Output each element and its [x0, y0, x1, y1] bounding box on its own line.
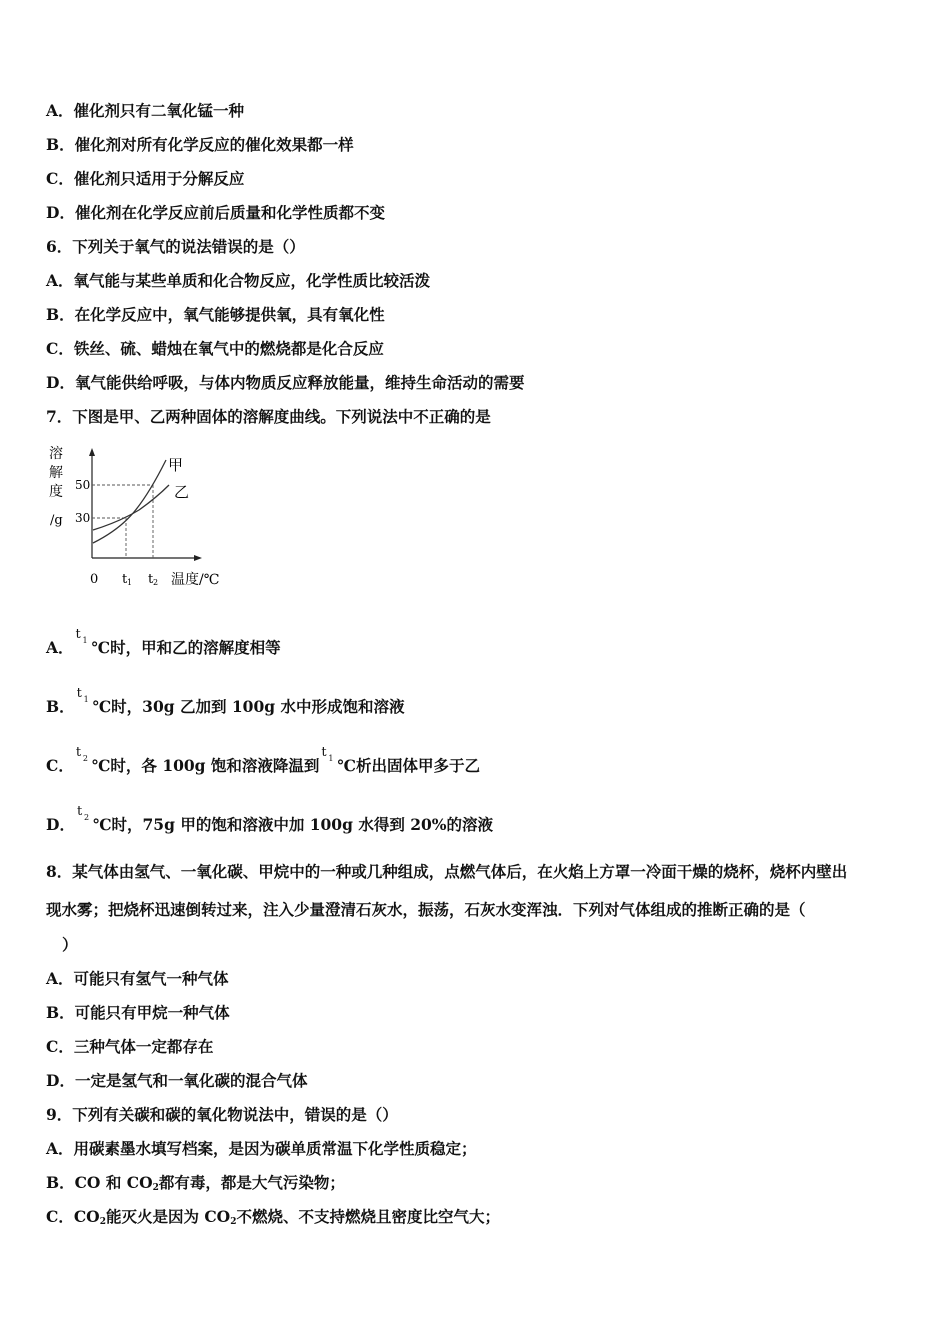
q9-b-sub: 2	[152, 1183, 159, 1193]
q9-option-a: A．用碳素墨水填写档案，是因为碳单质常温下化学性质稳定；	[46, 1139, 477, 1158]
q8-option-a: A．可能只有氢气一种气体	[46, 969, 229, 988]
graph-ylabel-2: 解	[49, 465, 63, 481]
q7-c-label: C．	[46, 756, 74, 775]
q6-option-d: D．氧气能供给呼吸，与体内物质反应释放能量，维持生命活动的需要	[46, 373, 525, 392]
q7-a-label: A．	[46, 638, 74, 657]
q5-option-a: A．催化剂只有二氧化锰一种	[46, 101, 245, 120]
q7-c-t2sub: 1	[328, 754, 334, 763]
q8-stem-line-1: 8．某气体由氢气、一氧化碳、甲烷中的一种或几种组成，点燃气体后，在火焰上方罩一冷面干燥的烧杯，烧杯内壁出	[46, 862, 848, 881]
q7-c-t: t	[75, 745, 82, 760]
graph-ylabel-1: 溶	[49, 446, 63, 462]
graph-x-arrow	[194, 555, 202, 561]
q7-stem: 7．下图是甲、乙两种固体的溶解度曲线。下列说法中不正确的是	[46, 407, 491, 426]
q7-d-tsub: 2	[83, 813, 90, 822]
solubility-curve-graph	[44, 440, 244, 595]
graph-t2: t	[148, 572, 154, 587]
q7-c-t2: t	[321, 745, 327, 760]
q9-option-b	[46, 1172, 345, 1199]
graph-y-arrow	[89, 448, 95, 456]
label-jia: 甲	[168, 456, 184, 474]
q8-stem-line-2: 现水雾；把烧杯迅速倒转过来，注入少量澄清石灰水，振荡，石灰水变浑浊．下列对气体组成的推断正确的是（	[46, 900, 806, 919]
q9-c-post: 不燃烧、不支持燃烧且密度比空气大；	[236, 1207, 500, 1226]
q9-c-sub1: 2	[99, 1217, 106, 1227]
q7-b-text: ℃时，30g 乙加到 100g 水中形成饱和溶液	[92, 697, 405, 716]
q9-c-mid: 能灭火是因为 CO	[105, 1207, 231, 1226]
graph-xlabel: 温度/℃	[171, 572, 220, 588]
q7-d-t: t	[76, 804, 83, 819]
q9-c-sub2: 2	[230, 1217, 237, 1227]
graph-t1: t	[122, 572, 128, 587]
q6-option-a: A．氧气能与某些单质和化合物反应，化学性质比较活泼	[46, 271, 431, 290]
q7-a-text: ℃时，甲和乙的溶解度相等	[91, 638, 281, 657]
q7-option-b	[46, 686, 405, 718]
q7-option-a	[46, 627, 281, 659]
graph-t2-sub: 2	[153, 578, 159, 587]
q7-b-tsub: 1	[83, 695, 89, 704]
q7-a-temp-symbol	[74, 627, 92, 659]
q6-option-b: B．在化学反应中，氧气能够提供氧，具有氧化性	[46, 305, 385, 324]
q7-a-t: t	[75, 627, 81, 642]
curve-jia	[93, 460, 166, 543]
q7-b-t: t	[76, 686, 82, 701]
curve-yi	[93, 485, 169, 530]
q9-b-post: 都有毒，都是大气污染物；	[158, 1173, 345, 1192]
q7-option-c	[46, 745, 480, 777]
q7-d-text: ℃时，75g 甲的饱和溶液中加 100g 水得到 20%的溶液	[92, 815, 494, 834]
q7-c-text2: ℃析出固体甲多于乙	[337, 756, 480, 775]
q7-d-temp-symbol	[75, 804, 93, 836]
graph-tick-50: 50	[75, 478, 91, 492]
q8-option-c: C．三种气体一定都存在	[46, 1037, 214, 1056]
q9-b-pre: B．CO 和 CO	[46, 1173, 153, 1192]
q7-b-temp-symbol	[75, 686, 93, 718]
q8-option-d: D．一定是氢气和一氧化碳的混合气体	[46, 1071, 308, 1090]
q7-c-temp-symbol	[74, 745, 92, 777]
q5-option-d: D．催化剂在化学反应前后质量和化学性质都不变	[46, 203, 385, 222]
graph-origin: 0	[90, 572, 99, 587]
q8-option-b: B．可能只有甲烷一种气体	[46, 1003, 230, 1022]
q8-stem-line-3: ）	[62, 935, 78, 954]
q6-stem: 6．下列关于氧气的说法错误的是（）	[46, 237, 305, 256]
graph-tick-30: 30	[75, 511, 91, 525]
q6-option-c: C．铁丝、硫、蜡烛在氧气中的燃烧都是化合反应	[46, 339, 384, 358]
q5-option-c: C．催化剂只适用于分解反应	[46, 169, 245, 188]
q7-option-d	[46, 804, 494, 836]
q7-b-label: B．	[46, 697, 75, 716]
q7-a-tsub: 1	[82, 636, 88, 645]
q9-option-c	[46, 1206, 500, 1233]
graph-ylabel-4: /g	[50, 513, 63, 528]
q5-option-b: B．催化剂对所有化学反应的催化效果都一样	[46, 135, 354, 154]
q7-d-label: D．	[46, 815, 75, 834]
q7-c-text1: ℃时，各 100g 饱和溶液降温到	[91, 756, 320, 775]
q7-c-tsub: 2	[82, 754, 88, 763]
q9-stem: 9．下列有关碳和碳的氧化物说法中，错误的是（）	[46, 1105, 398, 1124]
label-yi: 乙	[174, 483, 190, 501]
q9-c-pre: C．CO	[46, 1207, 100, 1226]
graph-t1-sub: 1	[127, 578, 133, 587]
graph-ylabel-3: 度	[49, 484, 63, 500]
q7-c-temp-symbol-2	[319, 745, 337, 777]
